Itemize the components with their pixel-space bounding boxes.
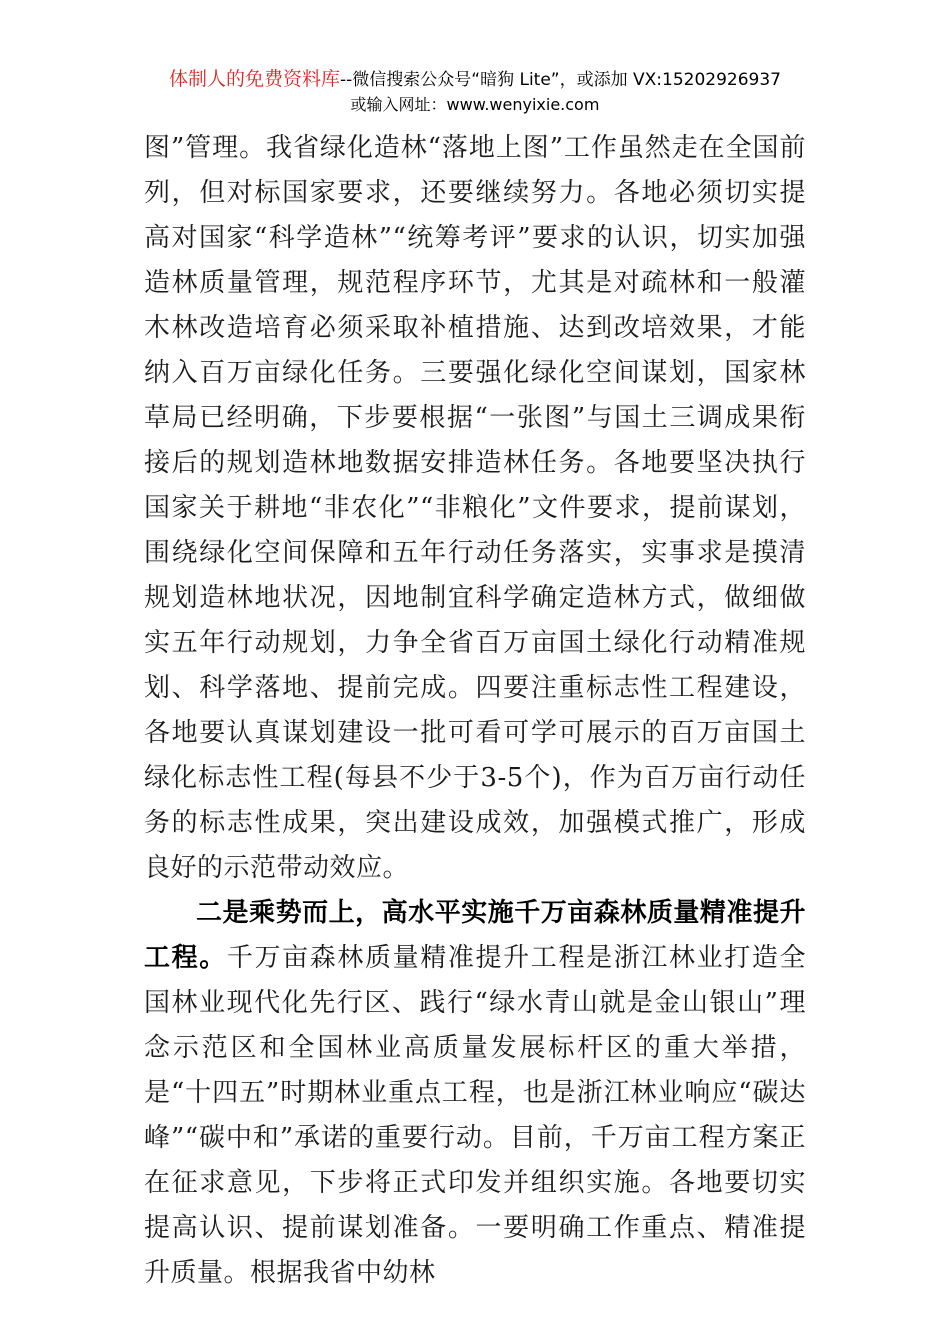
body-paragraph-2 [144,891,806,1296]
header-promo-line [0,66,950,93]
header-website-line: 或输入网址：www.wenyixie.com [350,95,600,114]
section-heading-2: 二是乘势而上，高水平实施千万亩森林质量精准提升工程。 [144,898,806,973]
body-paragraph-2-text: 千万亩森林质量精准提升工程是浙江林业打造全国林业现代化先行区、践行“绿水青山就是金山银山”理念示范区和全国林业高质量发展标杆区的重大举措，是“十四五”时期林业重点工程，也是浙江林业响应“碳达峰”“碳中和”承诺的重要行动。目前，千万亩工程方案正在征求意见，下步将正式印发并组织实施。各地要切实提高认识、提前谋划准备。一要明确工作重点、精准提升质量。根据我省中幼林 [144,943,806,1288]
page-header [0,66,950,117]
header-brand: 体制人的免费资料库 [168,68,340,90]
body-paragraph-1: 图”管理。我省绿化造林“落地上图”工作虽然走在全国前列，但对标国家要求，还要继续努力。各地必须切实提高对国家“科学造林”“统筹考评”要求的认识，切实加强造林质量管理，规范程序环节，尤其是对疏林和一般灌木林改造培育必须采取补植措施、达到改培效果，才能纳入百万亩绿化任务。三要强化绿化空间谋划，国家林草局已经明确，下步要根据“一张图”与国土三调成果衔接后的规划造林地数据安排造林任务。各地要坚决执行国家关于耕地“非农化”“非粮化”文件要求，提前谋划，围绕绿化空间保障和五年行动任务落实，实事求是摸清规划造林地状况，因地制宜科学确定造林方式，做细做实五年行动规划，力争全省百万亩国土绿化行动精准规划、科学落地、提前完成。四要注重标志性工程建设，各地要认真谋划建设一批可看可学可展示的百万亩国土绿化标志性工程(每县不少于3-5个)，作为百万亩行动任务的标志性成果，突出建设成效，加强模式推广，形成良好的示范带动效应。 [144,133,806,883]
header-promo-text: --微信搜索公众号“暗狗 Lite”，或添加 VX:15202926937 [340,70,781,90]
document-body [144,126,806,1296]
